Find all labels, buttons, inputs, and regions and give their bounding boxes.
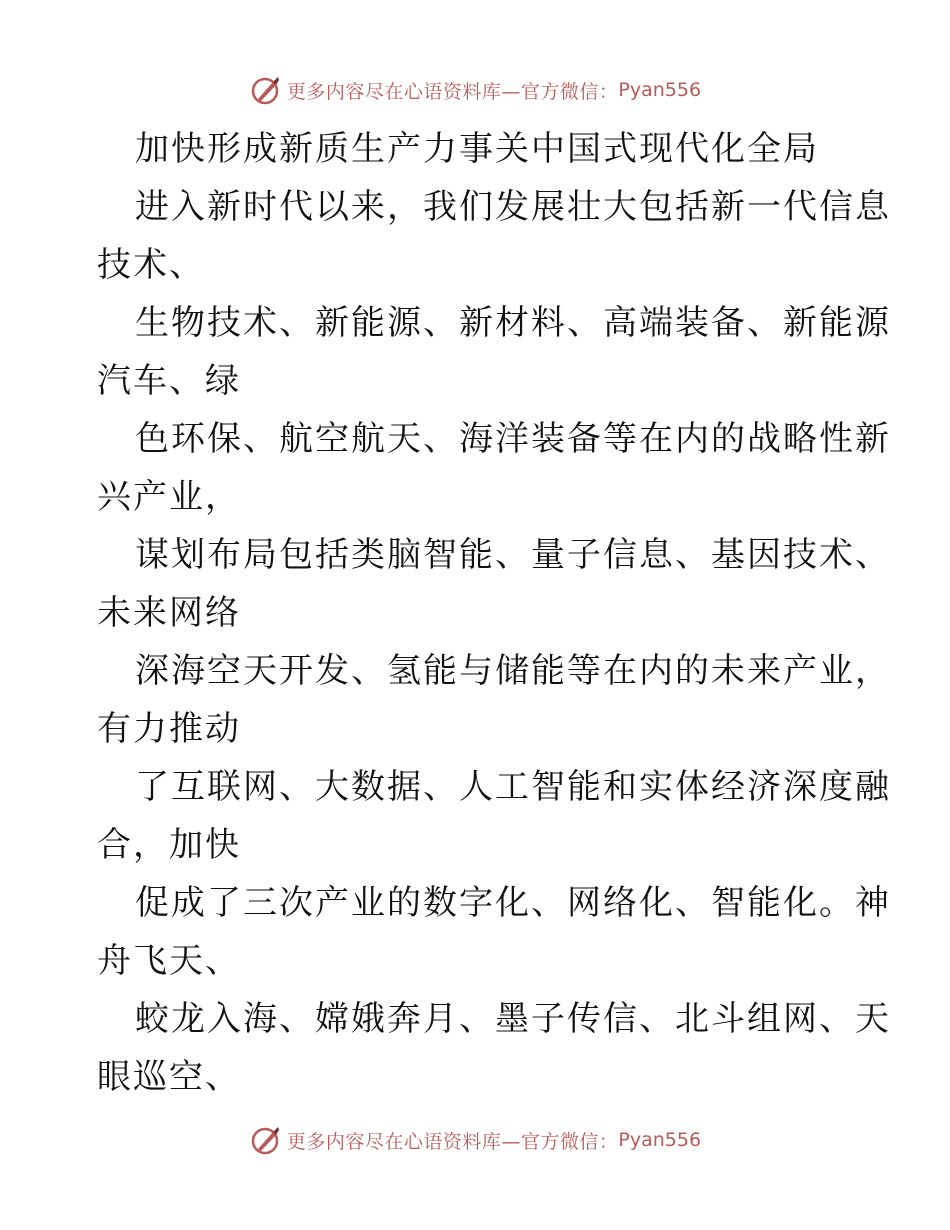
text-line: 生物技术、新能源、新材料、高端装备、新能源 (135, 303, 891, 343)
text-line: 了互联网、大数据、人工智能和实体经济深度融 (135, 767, 891, 807)
text-line: 汽车、绿 (97, 361, 241, 401)
text-line: 眼巡空、 (97, 1057, 241, 1097)
text-line: 兴产业， (97, 477, 241, 517)
text-line: 深海空天开发、氢能与储能等在内的未来产业， (135, 651, 891, 691)
header-banner (0, 70, 950, 110)
text-line: 谋划布局包括类脑智能、量子信息、基因技术、 (135, 535, 891, 575)
text-line: 舟飞天、 (97, 941, 241, 981)
text-line: 色环保、航空航天、海洋装备等在内的战略性新 (135, 419, 891, 459)
text-line: 蛟龙入海、嫦娥奔月、墨子传信、北斗组网、天 (135, 999, 891, 1039)
text-line: 有力推动 (97, 709, 241, 749)
quill-seal-icon (249, 1124, 281, 1156)
quill-seal-icon (249, 74, 281, 106)
header-promo-text: 更多内容尽在心语资料库—官方微信： (286, 80, 619, 103)
text-line: 进入新时代以来，我们发展壮大包括新一代信息 (135, 187, 891, 227)
document-body (97, 120, 891, 1106)
footer-banner (0, 1120, 950, 1160)
text-line: 技术、 (97, 245, 205, 285)
header-wechat-id: Pyan556 (618, 79, 702, 101)
footer-wechat-id: Pyan556 (618, 1129, 702, 1151)
text-line: 加快形成新质生产力事关中国式现代化全局 (135, 129, 819, 169)
footer-promo-text: 更多内容尽在心语资料库—官方微信： (286, 1130, 619, 1153)
text-line: 未来网络 (97, 593, 241, 633)
text-line: 合，加快 (97, 825, 241, 865)
text-line: 促成了三次产业的数字化、网络化、智能化。神 (135, 883, 891, 923)
